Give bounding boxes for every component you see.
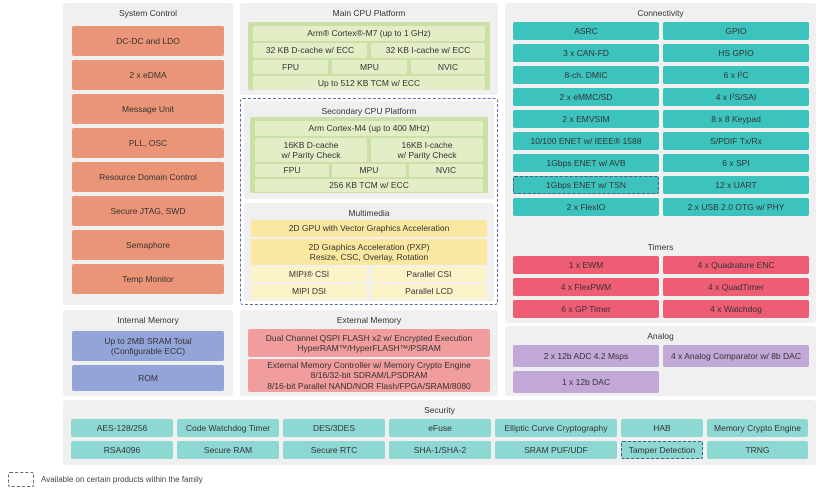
block-m4-nvic: NVIC	[409, 164, 483, 177]
block-mipi-dsi: MIPI DSI	[251, 284, 367, 299]
panel-external-memory	[240, 310, 498, 396]
block-enet-avb: 1Gbps ENET w/ AVB	[513, 154, 659, 172]
block-can-fd: 3 x CAN-FD	[513, 44, 659, 62]
panel-security	[63, 400, 816, 465]
block-flexpwm: 4 x FlexPWM	[513, 278, 659, 296]
block-dc-dc-ldo: DC-DC and LDO	[72, 26, 224, 56]
block-2d-gpu: 2D GPU with Vector Graphics Acceleration	[251, 220, 487, 237]
block-quadtimer: 4 x QuadTimer	[663, 278, 809, 296]
block-hs-gpio: HS GPIO	[663, 44, 809, 62]
block-m7-mpu: MPU	[332, 60, 407, 74]
block-m4-mpu: MPU	[332, 164, 406, 177]
block-qspi-flash: Dual Channel QSPI FLASH x2 w/ Encrypted Execution HyperRAM™/HyperFLASH™/PSRAM	[248, 329, 490, 357]
block-watchdog: 4 x Watchdog	[663, 300, 809, 318]
block-m7-fpu: FPU	[253, 60, 328, 74]
panel-multimedia	[244, 203, 494, 301]
block-message-unit: Message Unit	[72, 94, 224, 124]
block-resource-domain-control: Resource Domain Control	[72, 162, 224, 192]
legend-swatch-icon	[8, 472, 34, 487]
block-emvsim: 2 x EMVSIM	[513, 110, 659, 128]
block-sha: SHA-1/SHA-2	[389, 441, 491, 459]
block-dac: 1 x 12b DAC	[513, 371, 659, 393]
block-cortex-m4: Arm Cortex-M4 (up to 400 MHz)	[255, 121, 483, 136]
panel-connectivity	[505, 3, 816, 238]
block-sram-puf-udf: SRAM PUF/UDF	[495, 441, 617, 459]
panel-secondary-cpu	[244, 101, 494, 199]
panel-title-secondary-cpu: Secondary CPU Platform	[321, 106, 417, 116]
legend	[8, 472, 203, 487]
block-quadrature-enc: 4 x Quadrature ENC	[663, 256, 809, 274]
block-des-3des: DES/3DES	[283, 419, 385, 437]
block-dmic: 8-ch. DMIC	[513, 66, 659, 84]
block-ewm: 1 x EWM	[513, 256, 659, 274]
block-m7-icache: 32 KB I-cache w/ ECC	[371, 43, 485, 58]
block-cortex-m7: Arm® Cortex®-M7 (up to 1 GHz)	[253, 26, 485, 41]
block-m4-tcm: 256 KB TCM w/ ECC	[255, 179, 483, 192]
panel-title-internal-memory: Internal Memory	[117, 315, 179, 325]
block-emmc-sd: 2 x eMMC/SD	[513, 88, 659, 106]
panel-title-system-control: System Control	[118, 8, 178, 18]
block-ecc: Elliptic Curve Cryptography	[495, 419, 617, 437]
panel-main-cpu	[240, 3, 498, 95]
main-cpu-group	[248, 22, 490, 90]
legend-label: Available on certain products within the family	[41, 475, 203, 484]
block-secure-jtag-swd: Secure JTAG, SWD	[72, 196, 224, 226]
block-analog-comparator: 4 x Analog Comparator w/ 8b DAC	[663, 345, 809, 367]
block-gpio: GPIO	[663, 22, 809, 40]
block-rsa4096: RSA4096	[71, 441, 173, 459]
block-m4-fpu: FPU	[255, 164, 329, 177]
block-parallel-lcd: Parallel LCD	[371, 284, 487, 299]
block-secure-ram: Secure RAM	[177, 441, 279, 459]
panel-analog	[505, 326, 816, 396]
block-asrc: ASRC	[513, 22, 659, 40]
block-spdif: S/PDIF Tx/Rx	[663, 132, 809, 150]
block-pll-osc: PLL, OSC	[72, 128, 224, 158]
block-m7-tcm: Up to 512 KB TCM w/ ECC	[253, 76, 485, 90]
panel-system-control	[63, 3, 233, 305]
block-i2s-sai: 4 x I²S/SAI	[663, 88, 809, 106]
secondary-cpu-group	[250, 117, 488, 193]
block-aes: AES-128/256	[71, 419, 173, 437]
panel-timers	[505, 237, 816, 323]
block-efuse: eFuse	[389, 419, 491, 437]
block-trng: TRNG	[707, 441, 808, 459]
block-mipi-csi: MIPI® CSI	[251, 267, 367, 282]
block-tamper-detection: Tamper Detection	[621, 441, 703, 459]
block-enet-tsn: 1Gbps ENET w/ TSN	[513, 176, 659, 194]
block-m4-icache: 16KB I-cache w/ Parity Check	[371, 138, 483, 162]
block-keypad: 8 x 8 Keypad	[663, 110, 809, 128]
block-i2c: 6 x I²C	[663, 66, 809, 84]
block-memory-crypto-engine: Memory Crypto Engine	[707, 419, 808, 437]
panel-title-security: Security	[424, 405, 455, 415]
panel-title-multimedia: Multimedia	[348, 208, 390, 218]
block-rom: ROM	[72, 365, 224, 391]
panel-title-main-cpu: Main CPU Platform	[332, 8, 406, 18]
block-flexio: 2 x FlexIO	[513, 198, 659, 216]
block-m7-dcache: 32 KB D-cache w/ ECC	[253, 43, 367, 58]
block-uart: 12 x UART	[663, 176, 809, 194]
block-spi: 6 x SPI	[663, 154, 809, 172]
block-m7-nvic: NVIC	[411, 60, 485, 74]
block-enet-1588: 10/100 ENET w/ IEEE® 1588	[513, 132, 659, 150]
block-code-watchdog-timer: Code Watchdog Timer	[177, 419, 279, 437]
panel-title-connectivity: Connectivity	[637, 8, 684, 18]
panel-title-analog: Analog	[647, 331, 674, 341]
block-edma: 2 x eDMA	[72, 60, 224, 90]
block-adc: 2 x 12b ADC 4.2 Msps	[513, 345, 659, 367]
panel-title-timers: Timers	[647, 242, 674, 252]
block-temp-monitor: Temp Monitor	[72, 264, 224, 294]
block-sram: Up to 2MB SRAM Total (Configurable ECC)	[72, 331, 224, 361]
block-usb-otg: 2 x USB 2.0 OTG w/ PHY	[663, 198, 809, 216]
block-hab: HAB	[621, 419, 703, 437]
block-semaphore: Semaphore	[72, 230, 224, 260]
block-gp-timer: 6 x GP Timer	[513, 300, 659, 318]
block-m4-dcache: 16KB D-cache w/ Parity Check	[255, 138, 367, 162]
panel-title-external-memory: External Memory	[336, 315, 402, 325]
block-pxp: 2D Graphics Acceleration (PXP) Resize, CSC, Overlay, Rotation	[251, 239, 487, 265]
block-secure-rtc: Secure RTC	[283, 441, 385, 459]
block-parallel-csi: Parallel CSI	[371, 267, 487, 282]
panel-internal-memory	[63, 310, 233, 396]
block-external-memory-controller: External Memory Controller w/ Memory Crypto Engine 8/16/32-bit SDRAM/LPSDRAM 8/16-bit Parallel NAND/NOR Flash/FPGA/SRAM/8080	[248, 359, 490, 392]
